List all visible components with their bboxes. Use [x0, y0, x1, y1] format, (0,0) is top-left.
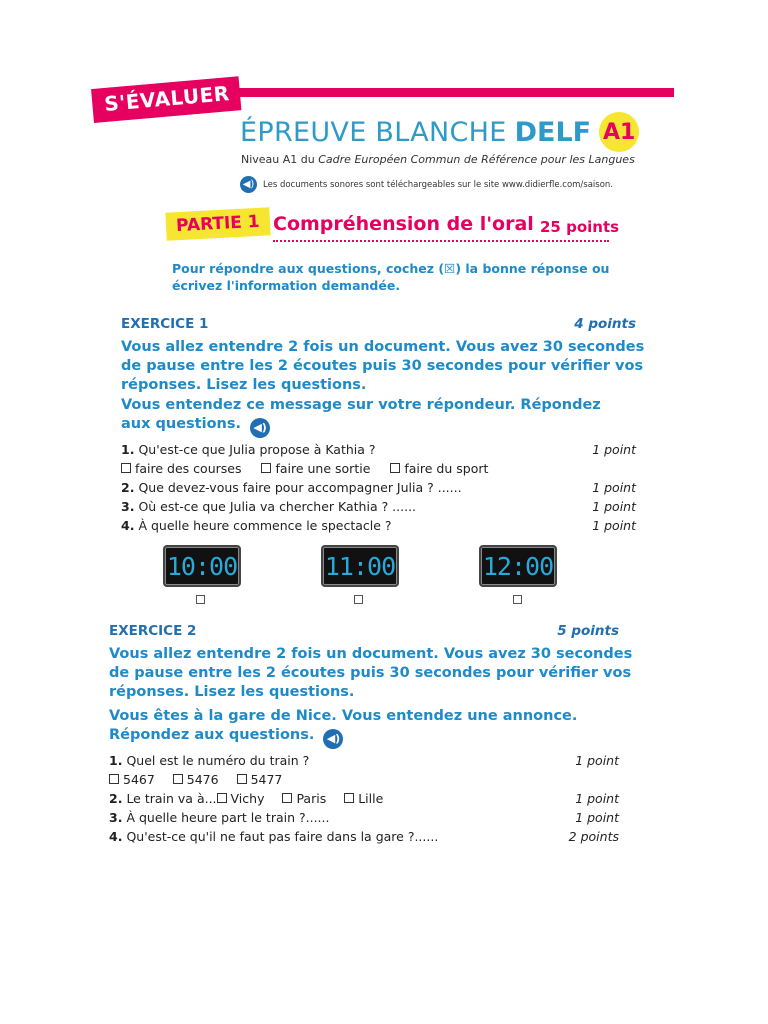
question-number: 2. — [121, 480, 135, 495]
question-text: Quel est le numéro du train ? — [126, 753, 310, 768]
question-2 — [109, 791, 383, 806]
subtitle — [241, 153, 635, 166]
option-label: Vichy — [230, 791, 265, 806]
question-text: Où est-ce que Julia va chercher Kathia ? ...... — [138, 499, 417, 514]
option-label: faire des courses — [135, 461, 242, 476]
option-label: 5467 — [123, 772, 155, 787]
option-label: Paris — [296, 791, 327, 806]
question-points: 2 points — [568, 829, 619, 844]
question-points: 1 point — [575, 810, 619, 825]
question-number: 1. — [121, 442, 135, 457]
exercice1-title: EXERCICE 1 — [121, 316, 209, 332]
question-text: Qu'est-ce qu'il ne faut pas faire dans la gare ?...... — [126, 829, 439, 844]
option-checkbox[interactable] — [344, 793, 354, 803]
title-delf: DELF — [514, 116, 592, 148]
subtitle-italic: Cadre Européen Commun de Référence pour les Langues — [318, 153, 635, 166]
clock-image: 10:00 — [163, 545, 241, 587]
audio-note — [240, 176, 613, 193]
clock-image: 12:00 — [479, 545, 557, 587]
page-title — [240, 112, 639, 152]
question-1-options — [121, 461, 488, 476]
section-badge: S'ÉVALUER — [91, 76, 241, 123]
clock-checkbox[interactable] — [196, 595, 205, 604]
partie-instructions: Pour répondre aux questions, cochez (☒) la bonne réponse ou écrivez l'information demandée. — [172, 261, 610, 293]
question-text: Que devez-vous faire pour accompagner Julia ? ...... — [138, 480, 462, 495]
question-points: 1 point — [592, 518, 636, 533]
option-checkbox[interactable] — [109, 774, 119, 784]
clock-checkbox[interactable] — [513, 595, 522, 604]
exercice1-situation-text: Vous entendez ce message sur votre répondeur. Répondez aux questions. — [121, 397, 601, 432]
level-badge: A1 — [599, 112, 639, 152]
question-points: 1 point — [575, 791, 619, 806]
option-label: 5477 — [250, 772, 283, 787]
question-number: 4. — [109, 829, 123, 844]
option-checkbox[interactable] — [261, 463, 271, 473]
question-text: À quelle heure commence le spectacle ? — [138, 518, 392, 533]
exercice2-title: EXERCICE 2 — [109, 623, 197, 639]
subtitle-prefix: Niveau A1 du — [241, 153, 319, 166]
header-rule — [198, 88, 674, 97]
option-checkbox[interactable] — [282, 793, 292, 803]
option-checkbox[interactable] — [217, 793, 227, 803]
question-number: 2. — [109, 791, 123, 806]
question-text: Qu'est-ce que Julia propose à Kathia ? — [138, 442, 376, 457]
question-number: 4. — [121, 518, 135, 533]
audio-note-text: Les documents sonores sont téléchargeables sur le site www.didierfle.com/saison. — [263, 179, 614, 190]
exercice2-situation-text: Vous êtes à la gare de Nice. Vous entendez une annonce. Répondez aux questions. — [109, 708, 578, 743]
question-4 — [109, 829, 438, 844]
question-1 — [109, 753, 309, 768]
option-checkbox[interactable] — [237, 774, 247, 784]
exercice1-intro: Vous allez entendre 2 fois un document. Vous avez 30 secondes de pause entre les 2 écoutes puis 30 secondes pour vérifier vos réponses. Lisez les questions. — [121, 339, 645, 393]
question-points: 1 point — [592, 480, 636, 495]
audio-play-icon[interactable]: ◀) — [250, 418, 270, 438]
exercice2-points: 5 points — [557, 623, 619, 639]
exercice2-situation — [109, 707, 629, 749]
question-text: À quelle heure part le train ?...... — [126, 810, 330, 825]
option-checkbox[interactable] — [390, 463, 400, 473]
question-number: 3. — [109, 810, 123, 825]
question-3 — [121, 499, 416, 514]
partie-title: Compréhension de l'oral — [273, 213, 534, 235]
option-label: Lille — [358, 791, 384, 806]
clock-image: 11:00 — [321, 545, 399, 587]
option-label: faire une sortie — [275, 461, 371, 476]
speaker-icon: ◀) — [240, 176, 257, 193]
title-main: ÉPREUVE BLANCHE — [240, 116, 507, 148]
exercice2-intro: Vous allez entendre 2 fois un document. Vous avez 30 secondes de pause entre les 2 écoutes puis 30 secondes pour vérifier vos réponses. Lisez les questions. — [109, 646, 633, 700]
partie-points: 25 points — [540, 218, 620, 236]
audio-play-icon[interactable]: ◀) — [323, 729, 343, 749]
question-points: 1 point — [575, 753, 619, 768]
question-1 — [121, 442, 376, 457]
question-1-options — [109, 772, 282, 787]
option-checkbox[interactable] — [121, 463, 131, 473]
exercice1-points: 4 points — [574, 316, 636, 332]
exercice1-situation — [121, 396, 601, 438]
question-number: 1. — [109, 753, 123, 768]
question-points: 1 point — [592, 442, 636, 457]
question-number: 3. — [121, 499, 135, 514]
option-label: faire du sport — [404, 461, 489, 476]
partie-tag: PARTIE 1 — [165, 207, 270, 240]
option-label: 5476 — [186, 772, 219, 787]
question-3 — [109, 810, 329, 825]
option-checkbox[interactable] — [173, 774, 183, 784]
question-2 — [121, 480, 462, 495]
question-4 — [121, 518, 392, 533]
question-points: 1 point — [592, 499, 636, 514]
question-text: Le train va à... — [126, 791, 217, 806]
clock-checkbox[interactable] — [354, 595, 363, 604]
partie-underline — [273, 240, 609, 242]
